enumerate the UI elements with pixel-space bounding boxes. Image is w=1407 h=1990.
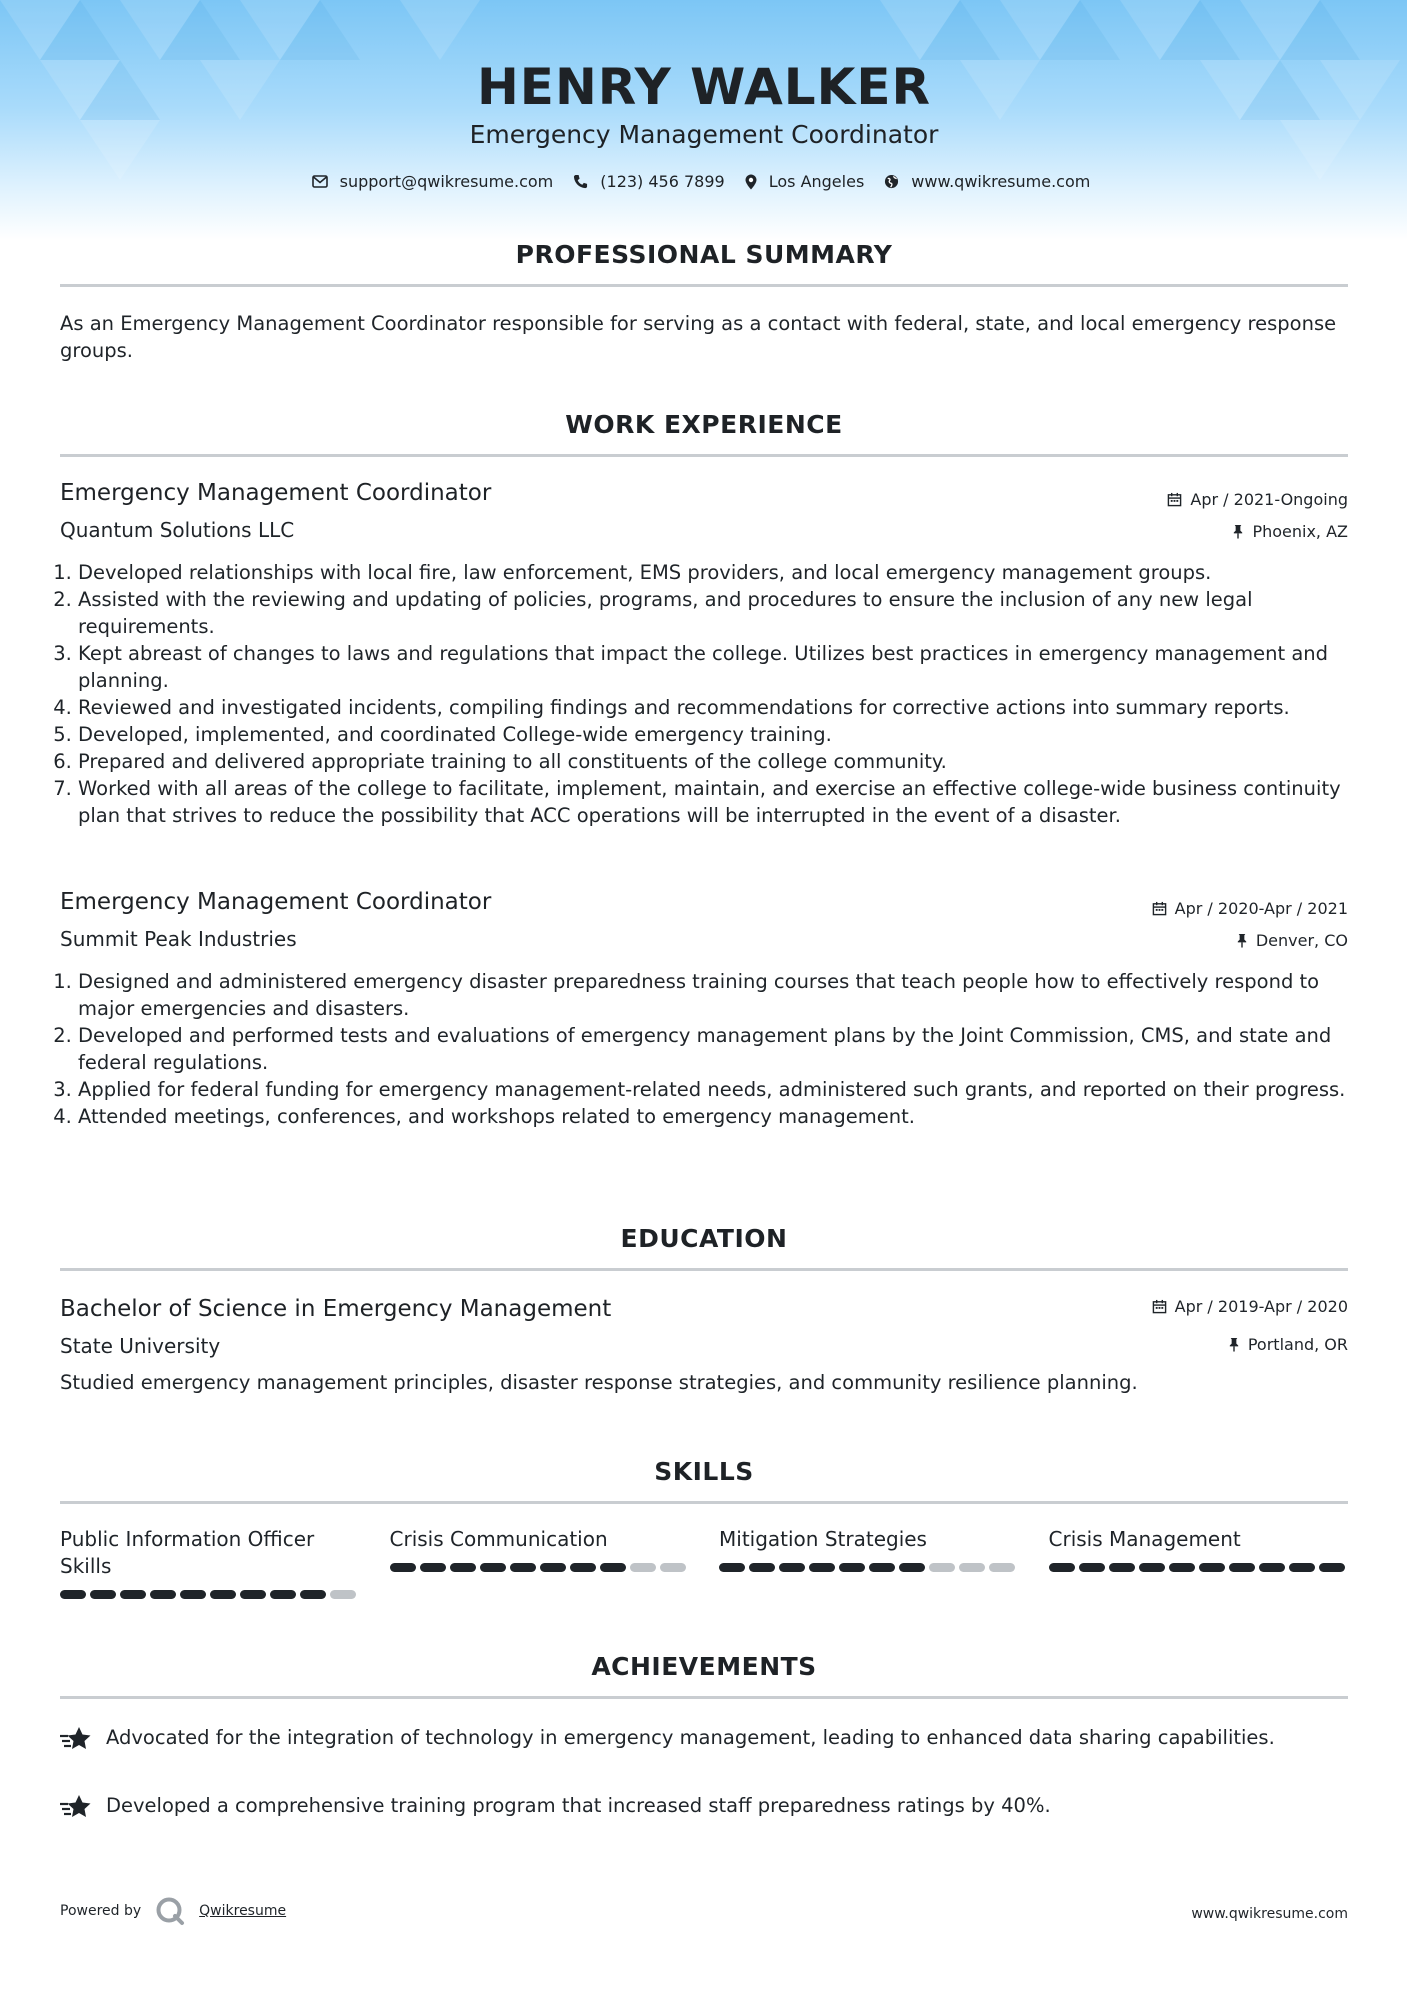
education-school: State University: [60, 1334, 221, 1358]
job-responsibilities: [60, 968, 1366, 1130]
star-award-icon: [60, 1794, 92, 1820]
education-degree: Bachelor of Science in Emergency Management: [60, 1296, 612, 1322]
section-title-skills: SKILLS: [654, 1457, 754, 1486]
qwikresume-link[interactable]: Qwikresume: [199, 1903, 287, 1919]
contact-website-text: www.qwikresume.com: [911, 172, 1091, 191]
skill-segment-filled: [1079, 1563, 1105, 1572]
job-dates-text: Apr / 2020-Apr / 2021: [1174, 899, 1348, 918]
skill-segment-empty: [660, 1563, 686, 1572]
skill-segment-filled: [1259, 1563, 1285, 1572]
footer-powered-by: [60, 1896, 286, 1926]
education-location-text: Portland, OR: [1247, 1335, 1348, 1354]
education-dates-text: Apr / 2019-Apr / 2020: [1174, 1297, 1348, 1316]
contact-bar: [60, 172, 1348, 191]
list-item: 7. Worked with all areas of the college to facilitate, implement, maintain, and exercise an effective college-wide business continuity plan that strives to reduce the possibility that ACC operations will be interrupted in the event of a disaster.: [78, 775, 1366, 829]
section-divider: [60, 1268, 1348, 1271]
skill-segment-filled: [150, 1590, 176, 1599]
calendar-icon: [1167, 492, 1182, 507]
job-dates: [1152, 899, 1348, 918]
section-title-education: EDUCATION: [620, 1224, 788, 1253]
skill-segment-filled: [120, 1590, 146, 1599]
education-location: [1228, 1335, 1348, 1354]
skill-segment-filled: [240, 1590, 266, 1599]
skill-segment-filled: [210, 1590, 236, 1599]
section-title-achievements: ACHIEVEMENTS: [591, 1652, 817, 1681]
job-location-text: Phoenix, AZ: [1252, 522, 1348, 541]
candidate-role: Emergency Management Coordinator: [469, 120, 939, 149]
skill-segment-filled: [90, 1590, 116, 1599]
list-item: 1. Developed relationships with local fire, law enforcement, EMS providers, and local emergency management groups.: [78, 559, 1366, 586]
skill-name: Crisis Communication: [389, 1527, 608, 1551]
section-title-summary: PROFESSIONAL SUMMARY: [515, 240, 893, 269]
qwikresume-logo-icon: [155, 1896, 185, 1926]
skill-segment-filled: [540, 1563, 566, 1572]
achievement-item: [60, 1792, 1348, 1827]
skill-segment-filled: [839, 1563, 865, 1572]
skill-segment-filled: [570, 1563, 596, 1572]
skill-level-bar: [60, 1590, 360, 1599]
skill-segment-filled: [1289, 1563, 1315, 1572]
globe-icon: [884, 174, 899, 189]
job-location: [1236, 931, 1348, 950]
list-item: 4. Reviewed and investigated incidents, compiling findings and recommendations for corrective actions into summary reports.: [78, 694, 1366, 721]
job-title: Emergency Management Coordinator: [60, 480, 492, 506]
section-divider: [60, 1501, 1348, 1504]
list-item: 2. Assisted with the reviewing and updating of policies, programs, and procedures to ensure the inclusion of any new legal requirements.: [78, 586, 1366, 640]
skill-segment-filled: [300, 1590, 326, 1599]
pushpin-icon: [1232, 524, 1244, 539]
skill-name: Crisis Management: [1048, 1527, 1241, 1551]
star-award-icon: [60, 1726, 92, 1752]
skill-segment-filled: [600, 1563, 626, 1572]
skill-segment-empty: [929, 1563, 955, 1572]
skill-segment-empty: [630, 1563, 656, 1572]
pushpin-icon: [1228, 1337, 1240, 1352]
skill-segment-empty: [330, 1590, 356, 1599]
skill-segment-empty: [989, 1563, 1015, 1572]
achievement-text: Developed a comprehensive training program that increased staff preparedness ratings by 40%.: [106, 1794, 1051, 1817]
skill-segment-filled: [510, 1563, 536, 1572]
skills-list: [60, 1526, 1348, 1599]
skill-segment-filled: [1109, 1563, 1135, 1572]
skill-segment-filled: [1319, 1563, 1345, 1572]
footer-website[interactable]: www.qwikresume.com: [1191, 1906, 1348, 1922]
summary-text: As an Emergency Management Coordinator responsible for serving as a contact with federal, state, and local emergency response groups.: [60, 312, 1337, 362]
skill-segment-filled: [869, 1563, 895, 1572]
skill-level-bar: [1049, 1563, 1349, 1572]
job-company: Summit Peak Industries: [60, 927, 297, 951]
section-title-experience: WORK EXPERIENCE: [565, 410, 843, 439]
map-pin-icon: [745, 174, 757, 190]
skill-segment-filled: [1229, 1563, 1255, 1572]
achievement-item: [60, 1724, 1348, 1759]
contact-email[interactable]: [312, 172, 554, 191]
skill-segment-filled: [1139, 1563, 1165, 1572]
calendar-icon: [1152, 901, 1167, 916]
job-location-text: Denver, CO: [1255, 931, 1348, 950]
list-item: 3. Kept abreast of changes to laws and regulations that impact the college. Utilizes best practices in emergency management and planning.: [78, 640, 1366, 694]
section-divider: [60, 1696, 1348, 1699]
section-divider: [60, 284, 1348, 287]
skill-item: [60, 1526, 360, 1599]
powered-by-label: Powered by: [60, 1903, 142, 1919]
skill-segment-filled: [480, 1563, 506, 1572]
job-responsibilities: [60, 559, 1366, 829]
skill-segment-filled: [390, 1563, 416, 1572]
job-company: Quantum Solutions LLC: [60, 518, 295, 542]
education-description: Studied emergency management principles, disaster response strategies, and community resilience planning.: [60, 1371, 1138, 1394]
phone-icon: [573, 174, 588, 189]
skill-segment-filled: [420, 1563, 446, 1572]
contact-phone[interactable]: [573, 172, 724, 191]
contact-location-text: Los Angeles: [768, 172, 865, 191]
list-item: 1. Designed and administered emergency disaster preparedness training courses that teach people how to effectively respond to major emergencies and disasters.: [78, 968, 1366, 1022]
skill-segment-filled: [809, 1563, 835, 1572]
job-location: [1232, 522, 1348, 541]
skill-segment-filled: [270, 1590, 296, 1599]
list-item: 3. Applied for federal funding for emergency management-related needs, administered such grants, and reported on their progress.: [78, 1076, 1366, 1103]
skill-item: [1049, 1526, 1349, 1599]
candidate-name: HENRY WALKER: [476, 58, 932, 116]
job-title: Emergency Management Coordinator: [60, 889, 492, 915]
skill-segment-filled: [1169, 1563, 1195, 1572]
list-item: 5. Developed, implemented, and coordinated College-wide emergency training.: [78, 721, 1366, 748]
education-dates: [1152, 1297, 1348, 1316]
list-item: 2. Developed and performed tests and evaluations of emergency management plans by the Joint Commission, CMS, and state and federal regulations.: [78, 1022, 1366, 1076]
section-divider: [60, 454, 1348, 457]
skill-level-bar: [390, 1563, 690, 1572]
contact-email-text: support@qwikresume.com: [339, 172, 554, 191]
job-dates-text: Apr / 2021-Ongoing: [1190, 490, 1348, 509]
skill-segment-filled: [749, 1563, 775, 1572]
skill-segment-filled: [60, 1590, 86, 1599]
envelope-icon: [312, 175, 328, 188]
skill-segment-filled: [450, 1563, 476, 1572]
skill-item: [390, 1526, 690, 1599]
skill-item: [719, 1526, 1019, 1599]
skill-segment-filled: [719, 1563, 745, 1572]
achievement-text: Advocated for the integration of technology in emergency management, leading to enhanced data sharing capabilities.: [106, 1726, 1275, 1749]
pushpin-icon: [1236, 933, 1248, 948]
skill-segment-filled: [779, 1563, 805, 1572]
calendar-icon: [1152, 1299, 1167, 1314]
skill-segment-filled: [1199, 1563, 1225, 1572]
skill-segment-empty: [959, 1563, 985, 1572]
skill-segment-filled: [180, 1590, 206, 1599]
list-item: 6. Prepared and delivered appropriate training to all constituents of the college community.: [78, 748, 1366, 775]
skill-segment-filled: [1049, 1563, 1075, 1572]
skill-name: Mitigation Strategies: [719, 1527, 927, 1551]
skill-segment-filled: [899, 1563, 925, 1572]
skill-name: Public Information Officer Skills: [60, 1527, 315, 1578]
job-dates: [1167, 490, 1348, 509]
list-item: 4. Attended meetings, conferences, and workshops related to emergency management.: [78, 1103, 1366, 1130]
skill-level-bar: [719, 1563, 1019, 1572]
contact-location: [745, 172, 865, 191]
contact-phone-text: (123) 456 7899: [600, 172, 725, 191]
contact-website[interactable]: [884, 172, 1090, 191]
